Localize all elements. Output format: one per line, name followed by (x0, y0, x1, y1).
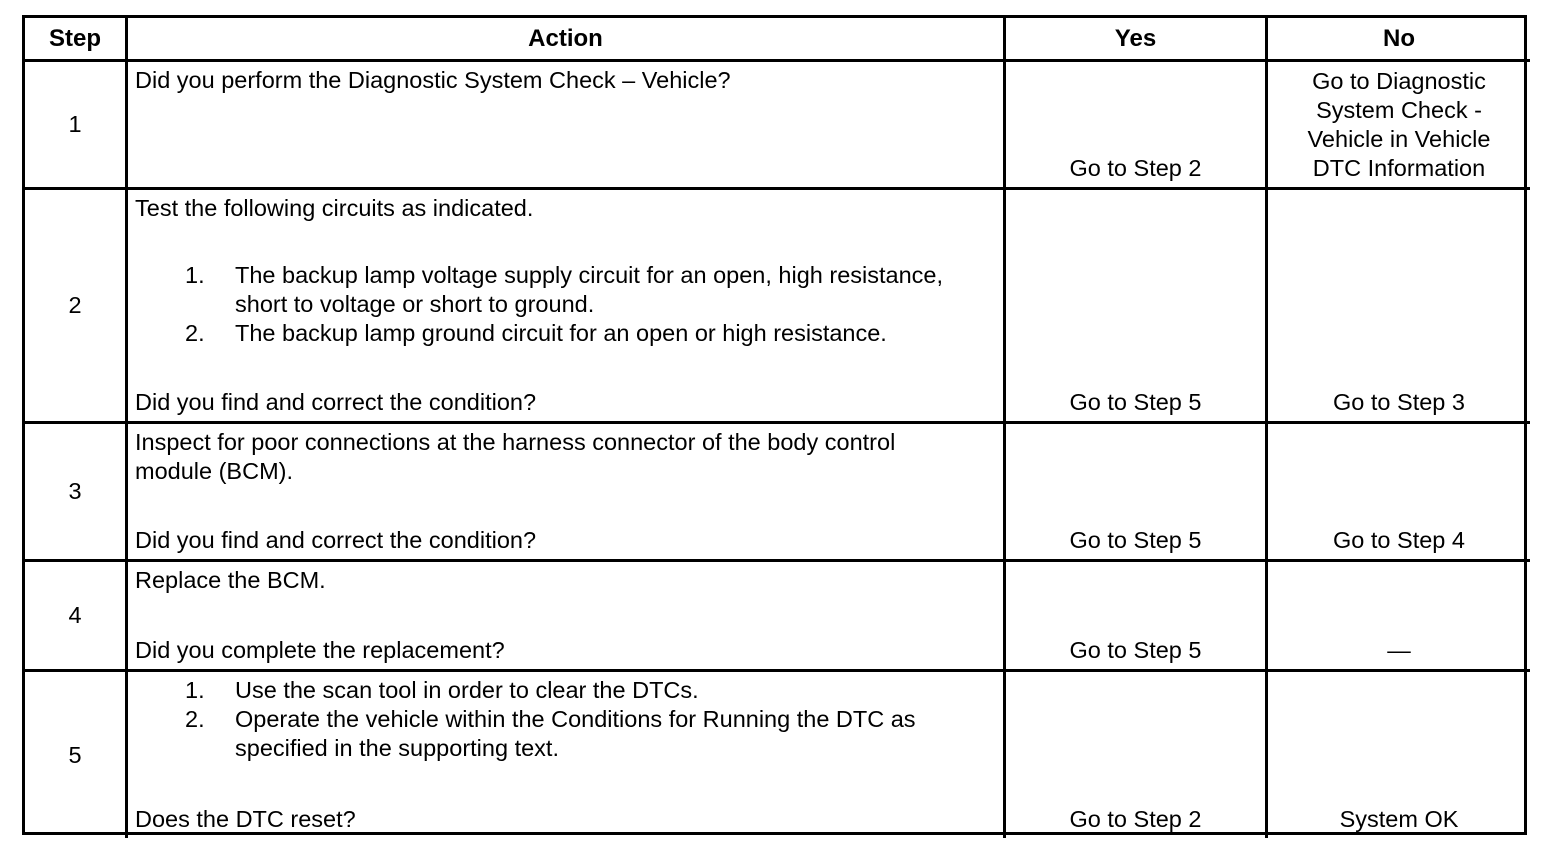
list-item (135, 676, 995, 705)
list-number: 1. (185, 262, 205, 288)
list-item (135, 319, 995, 348)
list-number: 2. (185, 706, 205, 732)
action-question: Did you find and correct the condition? (135, 389, 537, 415)
action-cell (128, 190, 1006, 424)
no-result-line: Go to Diagnostic (1312, 68, 1486, 94)
list-line: The backup lamp voltage supply circuit for an open, high resistance, (235, 262, 944, 288)
list-line: specified in the supporting text. (235, 735, 559, 761)
action-text: Did you perform the Diagnostic System Check – Vehicle? (135, 67, 731, 93)
action-question: Did you complete the replacement? (135, 637, 505, 663)
yes-cell (1006, 62, 1268, 190)
yes-result: Go to Step 5 (1069, 637, 1202, 663)
list-number: 1. (185, 677, 205, 703)
no-result-line: DTC Information (1312, 155, 1486, 181)
no-result-line: System Check - (1316, 97, 1482, 123)
diagnostic-table (22, 15, 1527, 835)
action-question: Does the DTC reset? (135, 806, 356, 832)
header-action: Action (128, 18, 1006, 62)
step-number: 2 (25, 190, 128, 424)
list-number: 2. (185, 320, 205, 346)
no-result (1268, 67, 1530, 183)
action-list (135, 261, 995, 348)
no-result-line: Vehicle in Vehicle (1307, 126, 1491, 152)
yes-cell (1006, 562, 1268, 672)
list-line: The backup lamp ground circuit for an open or high resistance. (235, 320, 887, 346)
list-line: Operate the vehicle within the Conditions for Running the DTC as (235, 706, 916, 732)
step-number: 5 (25, 672, 128, 838)
yes-result: Go to Step 2 (1069, 806, 1202, 832)
step-number: 3 (25, 424, 128, 562)
action-text: Test the following circuits as indicated. (135, 195, 534, 221)
header-yes: Yes (1006, 18, 1268, 62)
yes-cell (1006, 672, 1268, 838)
no-cell (1268, 562, 1530, 672)
no-cell (1268, 424, 1530, 562)
action-cell (128, 62, 1006, 190)
yes-cell (1006, 190, 1268, 424)
action-cell (128, 562, 1006, 672)
yes-cell (1006, 424, 1268, 562)
yes-result: Go to Step 2 (1069, 155, 1202, 181)
action-cell (128, 672, 1006, 838)
action-text-line: module (BCM). (135, 458, 294, 484)
action-cell (128, 424, 1006, 562)
no-result: System OK (1339, 806, 1459, 832)
no-result: Go to Step 3 (1333, 389, 1465, 415)
no-result: Go to Step 4 (1333, 527, 1465, 553)
no-cell (1268, 672, 1530, 838)
step-number: 1 (25, 62, 128, 190)
yes-result: Go to Step 5 (1069, 389, 1202, 415)
yes-result: Go to Step 5 (1069, 527, 1202, 553)
header-step: Step (25, 18, 128, 62)
step-number: 4 (25, 562, 128, 672)
list-line: Use the scan tool in order to clear the DTCs. (235, 677, 699, 703)
action-text: Replace the BCM. (135, 567, 326, 593)
action-list (135, 676, 995, 763)
header-no: No (1268, 18, 1530, 62)
action-text-line: Inspect for poor connections at the harness connector of the body control (135, 429, 896, 455)
list-item (135, 705, 995, 763)
no-cell (1268, 190, 1530, 424)
no-cell (1268, 62, 1530, 190)
list-line: short to voltage or short to ground. (235, 291, 595, 317)
no-result: — (1387, 637, 1411, 663)
list-item (135, 261, 995, 319)
action-question: Did you find and correct the condition? (135, 527, 537, 553)
